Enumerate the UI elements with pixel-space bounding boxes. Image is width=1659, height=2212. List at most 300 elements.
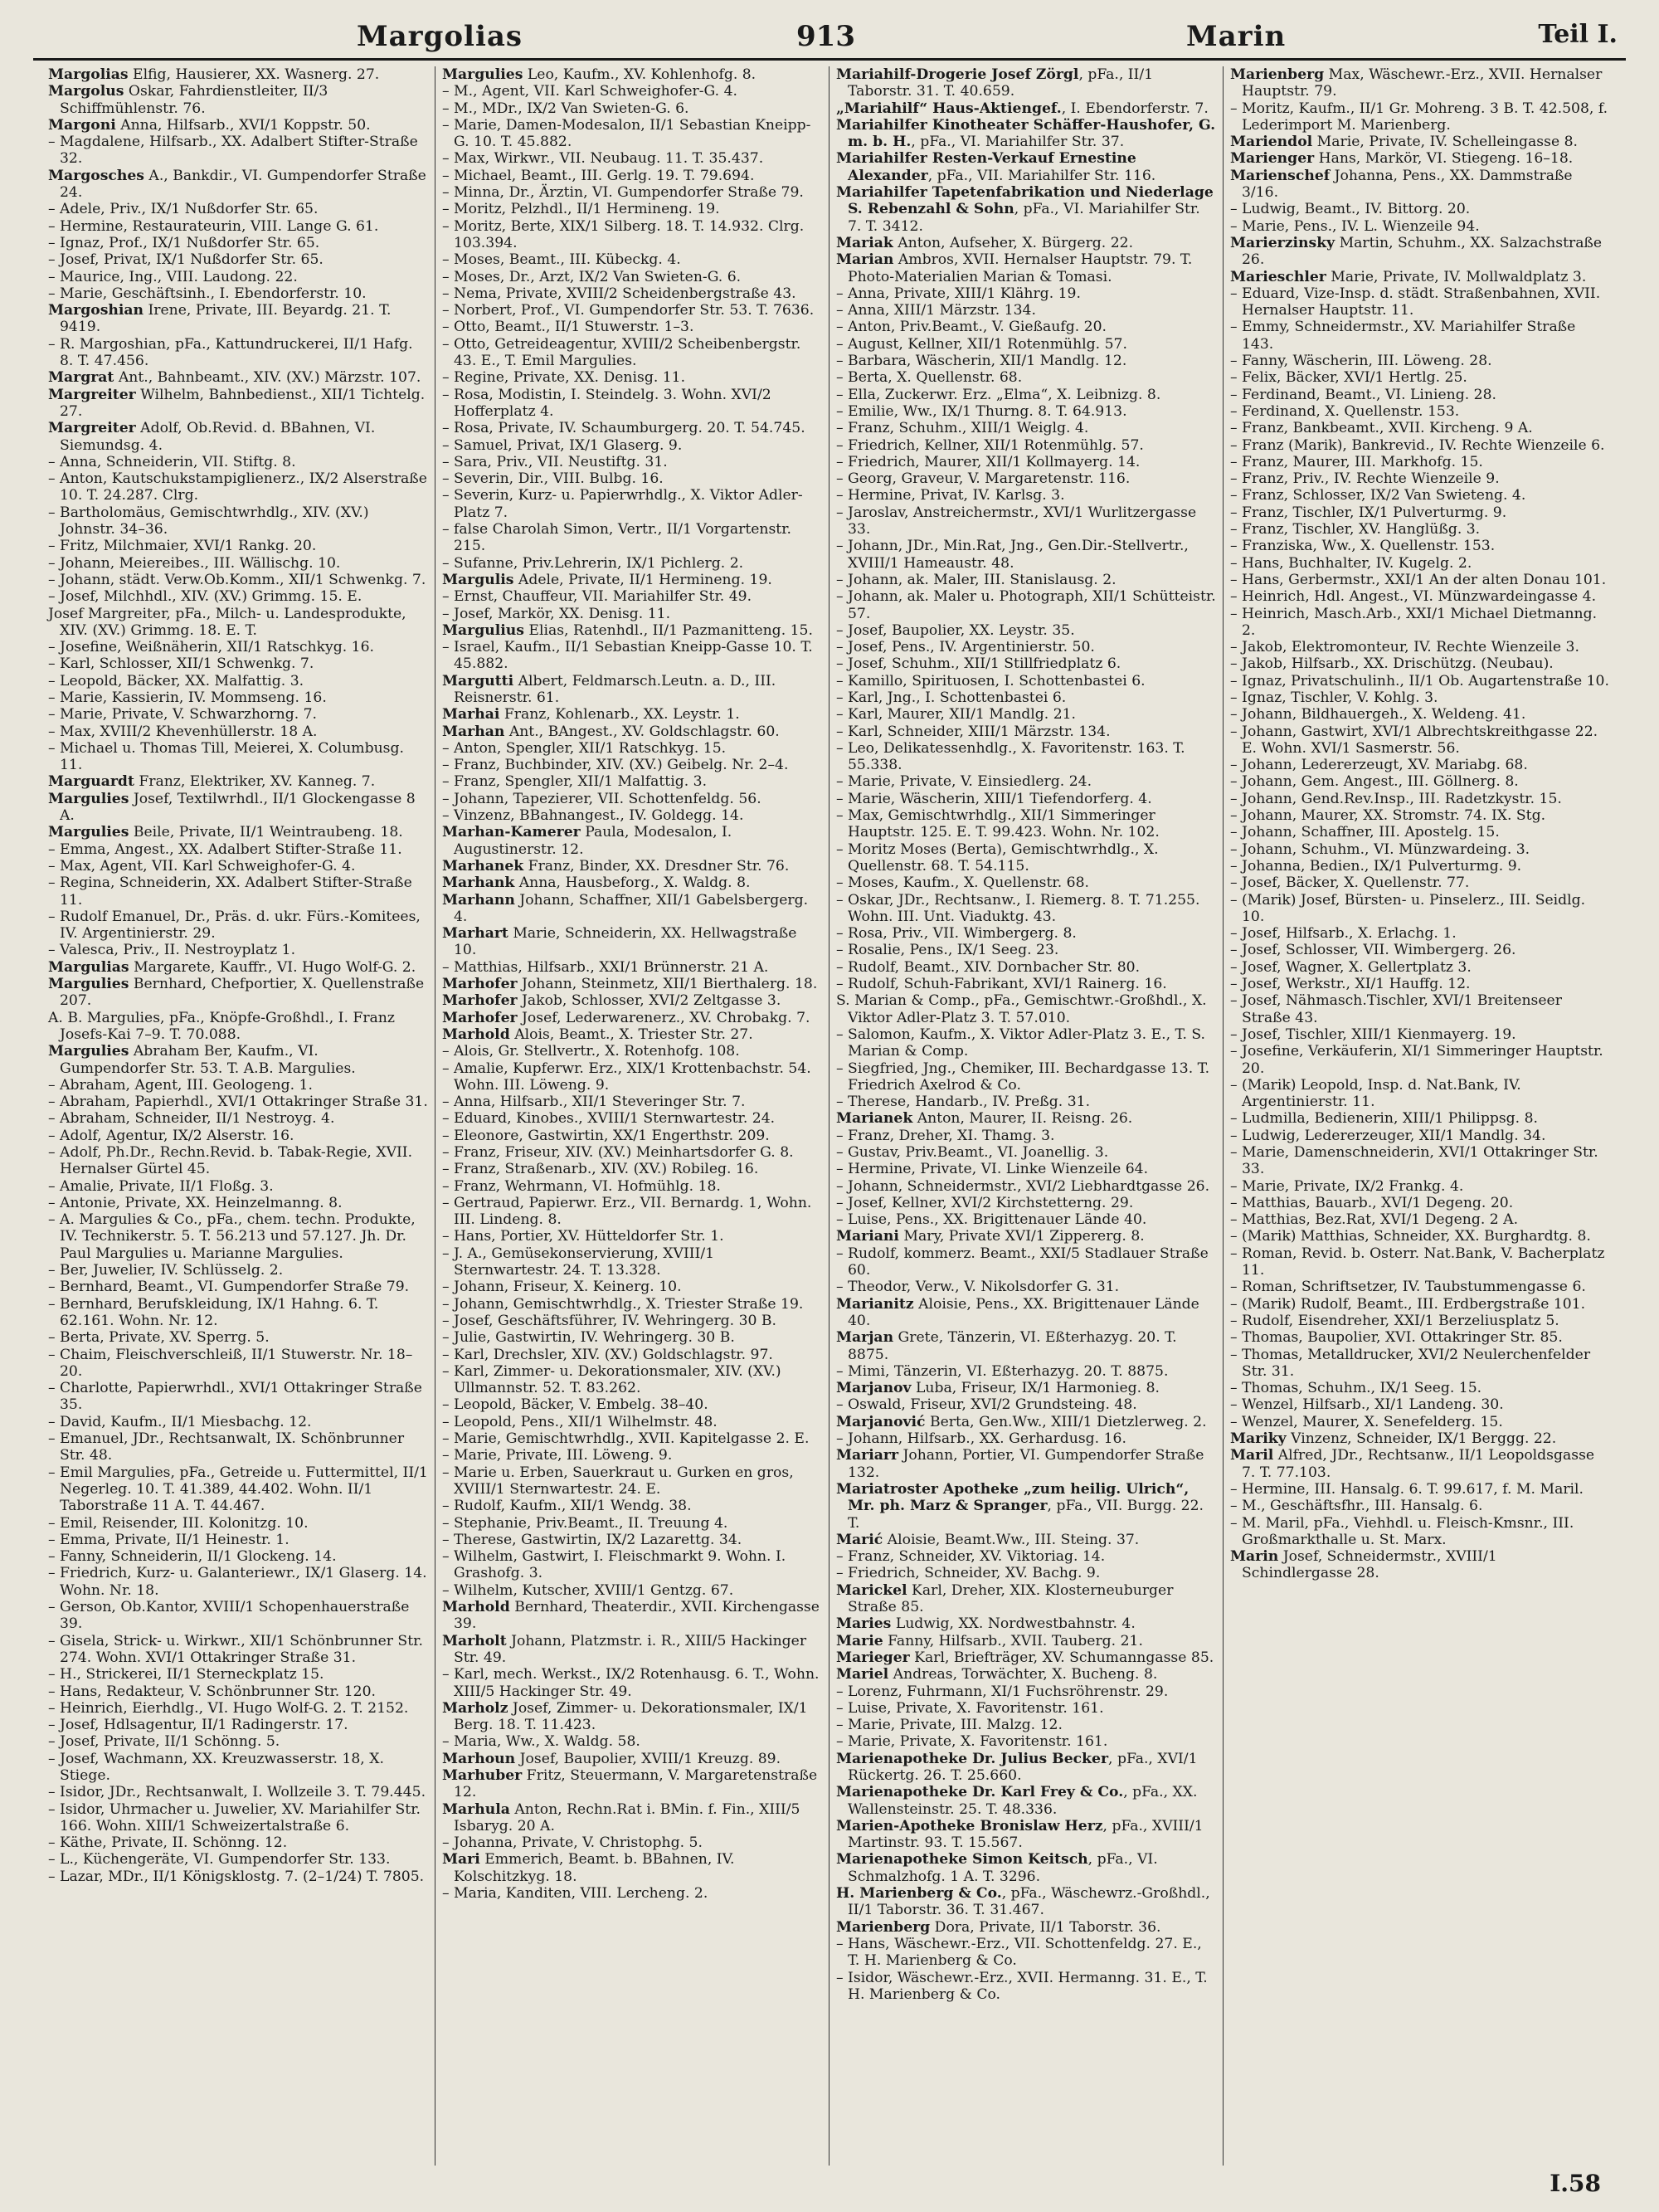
entry-details: – David, Kaufm., II/1 Miesbachg. 12. xyxy=(48,1413,312,1430)
entry-details: – Emil Margulies, pFa., Getreide u. Futtermittel, II/1 Negerleg. 10. T. 41.389, 44.402. Wohn. II/1 Taborstraße 11 A. T. 44.467. xyxy=(48,1464,428,1515)
entry-details: – Heinrich, Masch.Arb., XXI/1 Michael Dietmanng. 2. xyxy=(1230,605,1598,639)
directory-entry xyxy=(836,773,1216,790)
entry-details: – Gisela, Strick- u. Wirkwr., XII/1 Schönbrunner Str. 274. Wohn. XVI/1 Ottakringer Straße 31. xyxy=(48,1632,423,1666)
entry-details: – Berta, Private, XV. Sperrg. 5. xyxy=(48,1329,270,1347)
directory-entry xyxy=(48,201,428,217)
entry-details: Ant., BAngest., XV. Goldschlagstr. 60. xyxy=(504,723,780,740)
directory-entry xyxy=(1230,150,1611,167)
entry-surname: Margutti xyxy=(442,672,514,689)
entry-details: – Fritz, Milchmaier, XVI/1 Rankg. 20. xyxy=(48,538,317,555)
entry-details: – Eduard, Vize-Insp. d. städt. Straßenbahnen, XVII. Hernalser Hauptstr. 11. xyxy=(1230,285,1601,319)
directory-entry xyxy=(442,251,822,268)
directory-entry xyxy=(442,336,822,370)
directory-entry xyxy=(48,1733,428,1750)
entry-details: – Leopold, Bäcker, XX. Malfattig. 3. xyxy=(48,672,304,689)
entry-details: , I. Ebendorferstr. 7. xyxy=(1061,100,1209,117)
entry-surname: Marhofer xyxy=(442,1009,518,1026)
entry-details: – L., Küchengeräte, VI. Gumpendorfer Str. 133. xyxy=(48,1851,391,1869)
directory-entry xyxy=(836,369,1216,386)
directory-entry xyxy=(442,1026,822,1043)
entry-details: – Max, Wirkwr., VII. Neubaug. 11. T. 35.437. xyxy=(442,150,764,168)
directory-entry xyxy=(836,1430,1216,1447)
entry-details: – Marie, Wäscherin, XIII/1 Tiefendorferg. 4. xyxy=(836,790,1152,807)
entry-details: Marie, Private, IV. Schelleingasse 8. xyxy=(1312,134,1578,151)
directory-entry xyxy=(1230,992,1611,1026)
directory-entry xyxy=(442,740,822,757)
directory-entry xyxy=(48,841,428,858)
directory-entry xyxy=(442,807,822,824)
directory-entry xyxy=(48,369,428,386)
entry-details: – Johann, Gem. Angest., III. Göllnerg. 8. xyxy=(1230,773,1519,791)
entry-details: – Franz, Schuhm., XIII/1 Weiglg. 4. xyxy=(836,420,1089,437)
directory-entry xyxy=(48,168,428,202)
directory-entry xyxy=(836,875,1216,891)
directory-entry xyxy=(48,1751,428,1785)
entry-details: – Josef, Hilfsarb., X. Erlachg. 1. xyxy=(1230,925,1457,943)
entry-details: – Amalie, Private, II/1 Floßg. 3. xyxy=(48,1177,274,1195)
entry-surname: Marhold xyxy=(442,1599,510,1616)
directory-entry xyxy=(442,1834,822,1851)
entry-details: – Berta, X. Quellenstr. 68. xyxy=(836,369,1023,387)
directory-entry xyxy=(48,336,428,370)
entry-surname: Marhan xyxy=(442,723,505,740)
entry-details: – Ignaz, Prof., IX/1 Nußdorfer Str. 65. xyxy=(48,234,320,251)
directory-entry xyxy=(48,1430,428,1464)
directory-entry xyxy=(836,403,1216,420)
entry-details: – Leopold, Bäcker, V. Embelg. 38–40. xyxy=(442,1396,708,1414)
entry-details: – Josef, Private, II/1 Schönng. 5. xyxy=(48,1733,280,1751)
entry-details: – M., Geschäftsfhr., III. Hansalg. 6. xyxy=(1230,1498,1483,1515)
entry-details: Andreas, Torwächter, X. Bucheng. 8. xyxy=(888,1666,1158,1683)
entry-details: – M., Agent, VII. Karl Schweighofer-G. 4. xyxy=(442,83,737,100)
directory-entry xyxy=(836,1633,1216,1649)
entry-details: – Käthe, Private, II. Schönng. 12. xyxy=(48,1834,288,1852)
entry-surname: Mariahilfer Resten-Verkauf Ernestine Alexander xyxy=(836,150,1136,184)
entry-details: – Johann, ak. Maler u. Photograph, XII/1 Schütteistr. 57. xyxy=(836,588,1216,622)
entry-surname: Marjan xyxy=(836,1329,894,1347)
directory-entry xyxy=(48,976,428,1010)
directory-entry xyxy=(836,724,1216,740)
column-3 xyxy=(830,66,1224,2166)
directory-entry xyxy=(48,1717,428,1733)
directory-entry xyxy=(48,538,428,554)
directory-entry xyxy=(48,1211,428,1262)
entry-details: – false Charolah Simon, Vertr., II/1 Vorgartenstr. 215. xyxy=(442,521,791,555)
entry-details: – Friedrich, Maurer, XII/1 Kollmayerg. 14. xyxy=(836,453,1141,470)
directory-entry xyxy=(1230,201,1611,217)
entry-surname: Mariahilf-Drogerie Josef Zörgl xyxy=(836,66,1079,83)
directory-entry xyxy=(836,184,1216,235)
directory-entry xyxy=(48,689,428,706)
directory-entry xyxy=(442,1195,822,1229)
directory-entry xyxy=(836,1329,1216,1363)
directory-entry xyxy=(836,976,1216,992)
entry-details: – Wenzel, Maurer, X. Senefelderg. 15. xyxy=(1230,1413,1503,1430)
entry-surname: Marierzinsky xyxy=(1230,234,1335,251)
entry-details: – Barbara, Wäscherin, XII/1 Mandlg. 12. xyxy=(836,353,1127,370)
header-part-label: Teil I. xyxy=(1538,20,1618,49)
entry-surname: Margreiter xyxy=(48,420,136,437)
directory-entry xyxy=(1230,1026,1611,1043)
directory-entry xyxy=(836,420,1216,436)
entry-details: – Georg, Graveur, V. Margaretenstr. 116. xyxy=(836,470,1131,488)
entry-surname: Mari xyxy=(442,1851,480,1869)
entry-details: – Norbert, Prof., VI. Gumpendorfer Str. 53. T. 7636. xyxy=(442,302,815,319)
directory-entry xyxy=(48,269,428,285)
entry-details: – Bartholomäus, Gemischtwrhdlg., XIV. (XV.) Johnstr. 34–36. xyxy=(48,504,369,538)
entry-details: – Franz, Schlosser, IX/2 Van Swieteng. 4. xyxy=(1230,487,1526,504)
directory-entry xyxy=(48,285,428,302)
entry-details: – Franz, Maurer, III. Markhofg. 15. xyxy=(1230,453,1483,470)
entry-details: – Josef, Milchhdl., XIV. (XV.) Grimmg. 15. E. xyxy=(48,588,362,606)
entry-details: – Lorenz, Fuhrmann, XI/1 Fuchsröhrenstr. 29. xyxy=(836,1683,1169,1700)
entry-details: – Josefine, Verkäuferin, XI/1 Simmeringer Hauptstr. 20. xyxy=(1230,1043,1603,1077)
entry-surname: Marjanović xyxy=(836,1413,926,1430)
directory-entry xyxy=(442,1060,822,1094)
directory-entry xyxy=(1230,639,1611,655)
entry-details: – Maurice, Ing., VIII. Laudong. 22. xyxy=(48,268,298,285)
entry-details: – Heinrich, Eierhdlg., VI. Hugo Wolf-G. 2. T. 2152. xyxy=(48,1699,409,1717)
directory-entry xyxy=(442,892,822,926)
directory-entry xyxy=(1230,976,1611,992)
entry-surname: Marjanov xyxy=(836,1380,912,1397)
directory-entry xyxy=(48,1094,428,1110)
directory-entry xyxy=(1230,1447,1611,1481)
entry-details: – Johann, Maurer, XX. Stromstr. 74. IX. Stg. xyxy=(1230,807,1546,825)
directory-entry xyxy=(1230,1498,1611,1514)
directory-entry xyxy=(442,1313,822,1329)
entry-details: – Mimi, Tänzerin, VI. Eßterhazyg. 20. T. 8875. xyxy=(836,1362,1169,1380)
directory-entry xyxy=(1230,555,1611,572)
entry-details: Franz, Binder, XX. Dresdner Str. 76. xyxy=(523,857,790,875)
entry-details: – Rosa, Priv., VII. Wimbergerg. 8. xyxy=(836,925,1077,943)
entry-details: – R. Margoshian, pFa., Kattundruckerei, II/1 Hafg. 8. T. 47.456. xyxy=(48,335,413,370)
directory-entry xyxy=(836,1228,1216,1245)
entry-details: Jakob, Schlosser, XVI/2 Zeltgasse 3. xyxy=(517,992,781,1010)
entry-surname: Marian xyxy=(836,251,894,269)
directory-entry xyxy=(442,588,822,605)
directory-entry xyxy=(48,251,428,268)
entry-details: – Rosa, Private, IV. Schaumburgerg. 20. T. 54.745. xyxy=(442,420,805,437)
entry-details: – Marie, Private, IX/2 Frankg. 4. xyxy=(1230,1177,1464,1195)
directory-entry xyxy=(836,251,1216,285)
directory-entry xyxy=(836,1751,1216,1785)
directory-entry xyxy=(1230,757,1611,773)
directory-entry xyxy=(836,1144,1216,1161)
entry-details: – Jaroslav, Anstreichermstr., XVI/1 Wurlitzergasse 33. xyxy=(836,504,1197,538)
entry-details: Margarete, Kauffr., VI. Hugo Wolf-G. 2. xyxy=(129,958,416,976)
entry-details: – Franz, Friseur, XIV. (XV.) Meinhartsdorfer G. 8. xyxy=(442,1144,794,1161)
directory-entry xyxy=(442,1228,822,1245)
entry-surname: Marhula xyxy=(442,1800,510,1818)
directory-entry xyxy=(836,673,1216,689)
directory-entry xyxy=(1230,1077,1611,1111)
entry-details: Max, Wäschewr.-Erz., XVII. Hernalser Hauptstr. 79. xyxy=(1242,66,1603,100)
directory-entry xyxy=(836,841,1216,875)
entry-details: – Marie, Private, V. Einsiedlerg. 24. xyxy=(836,773,1092,791)
directory-entry xyxy=(442,1700,822,1734)
entry-details: Anna, Hausbeforg., X. Waldg. 8. xyxy=(514,875,751,892)
directory-entry xyxy=(48,420,428,454)
entry-surname: Mariak xyxy=(836,234,893,251)
entry-details: Emmerich, Beamt. b. BBahnen, IV. Kolschitzkyg. 18. xyxy=(454,1851,735,1885)
entry-details: Albert, Feldmarsch.Leutn. a. D., III. Reisnerstr. 61. xyxy=(454,672,776,706)
directory-entry xyxy=(1230,437,1611,454)
entry-details: – Ignaz, Tischler, V. Kohlg. 3. xyxy=(1230,689,1438,706)
entry-details: – Magdalene, Hilfsarb., XX. Adalbert Stifter-Straße 32. xyxy=(48,134,418,168)
entry-surname: H. Marienberg & Co. xyxy=(836,1885,1002,1903)
directory-entry xyxy=(1230,235,1611,269)
directory-entry xyxy=(1230,1329,1611,1346)
directory-entry xyxy=(442,1347,822,1363)
directory-entry xyxy=(836,1211,1216,1228)
entry-details: – Anna, Hilfsarb., XII/1 Steveringer Str. 7. xyxy=(442,1094,746,1111)
entry-surname: Maries xyxy=(836,1615,892,1633)
entry-details: – Sara, Priv., VII. Neustiftg. 31. xyxy=(442,453,668,470)
directory-entry xyxy=(836,1649,1216,1666)
entry-surname: Maril xyxy=(1230,1447,1274,1464)
directory-entry xyxy=(442,1128,822,1144)
directory-entry xyxy=(1230,875,1611,891)
directory-entry xyxy=(442,1245,822,1279)
entry-details: – Johann, Schaffner, III. Apostelg. 15. xyxy=(1230,824,1500,841)
directory-entry xyxy=(836,1447,1216,1481)
entry-details: – Friedrich, Schneider, XV. Bachg. 9. xyxy=(836,1565,1101,1582)
directory-entry xyxy=(48,1869,428,1885)
entry-details: , pFa., Wäschewrz.-Großhdl., II/1 Taborstr. 36. T. 31.467. xyxy=(848,1885,1210,1919)
directory-entry xyxy=(1230,487,1611,504)
entry-surname: Marienapotheke Simon Keitsch xyxy=(836,1851,1088,1869)
entry-details: – Moritz, Pelzhdl., II/1 Hermineng. 19. xyxy=(442,201,720,218)
entry-details: – Anna, Private, XIII/1 Klährg. 19. xyxy=(836,285,1081,302)
entry-surname: Margulies xyxy=(48,824,129,841)
entry-surname: Marienger xyxy=(1230,150,1315,168)
directory-entry xyxy=(48,1043,428,1077)
directory-entry xyxy=(836,437,1216,454)
entry-surname: Marhoun xyxy=(442,1750,516,1767)
directory-entry xyxy=(48,773,428,790)
entry-details: – Josef, Wachmann, XX. Kreuzwasserstr. 18, X. Stiege. xyxy=(48,1750,384,1784)
entry-details: – Ludwig, Ledererzeuger, XII/1 Mandlg. 34. xyxy=(1230,1127,1546,1144)
entry-details: – Rudolf, Kaufm., XII/1 Wendg. 38. xyxy=(442,1498,692,1515)
entry-details: , pFa., XVI/1 Rückertg. 26. T. 25.660. xyxy=(848,1750,1198,1784)
entry-surname: Margulies xyxy=(48,790,129,807)
directory-entry xyxy=(1230,504,1611,521)
directory-entry xyxy=(1230,858,1611,875)
directory-entry xyxy=(48,1599,428,1633)
directory-entry xyxy=(1230,824,1611,840)
directory-entry xyxy=(836,1128,1216,1144)
directory-entry xyxy=(1230,1228,1611,1245)
entry-details: – M. Maril, pFa., Viehhdl. u. Fleisch-Kmsnr., III. Großmarkthalle u. St. Marx. xyxy=(1230,1514,1574,1548)
directory-entry xyxy=(1230,1414,1611,1430)
directory-entry xyxy=(442,1414,822,1430)
directory-entry xyxy=(48,470,428,504)
entry-surname: Mariky xyxy=(1230,1430,1287,1448)
entry-details: – Oskar, JDr., Rechtsanw., I. Riemerg. 8. T. 71.255. Wohn. III. Unt. Viaduktg. 43. xyxy=(836,891,1200,925)
entry-details: – Josef, Schlosser, VII. Wimbergerg. 26. xyxy=(1230,942,1516,959)
directory-entry xyxy=(442,673,822,707)
entry-details: Hans, Markör, VI. Stiegeng. 16–18. xyxy=(1314,150,1574,168)
directory-entry xyxy=(442,1532,822,1548)
directory-entry xyxy=(48,959,428,976)
directory-entry xyxy=(1230,1144,1611,1178)
directory-entry xyxy=(836,639,1216,655)
directory-entry xyxy=(1230,1279,1611,1295)
directory-entry xyxy=(48,1784,428,1800)
entry-details: – Johann, Friseur, X. Keinerg. 10. xyxy=(442,1279,682,1296)
directory-entry xyxy=(1230,285,1611,319)
directory-entry xyxy=(442,100,822,117)
entry-details: – Therese, Gastwirtin, IX/2 Lazarettg. 34. xyxy=(442,1531,742,1548)
entry-details: – Johann, Schuhm., VI. Münzwardeing. 3. xyxy=(1230,840,1530,858)
directory-entry xyxy=(442,1447,822,1464)
entry-details: – Rosa, Modistin, I. Steindelg. 3. Wohn. XVI/2 Hofferplatz 4. xyxy=(442,386,771,420)
entry-details: – Thomas, Baupolier, XVI. Ottakringer Str. 85. xyxy=(1230,1329,1563,1347)
entry-details: – Johann, Ledererzeugt, XV. Mariabg. 68. xyxy=(1230,757,1528,774)
directory-entry xyxy=(48,1077,428,1094)
entry-details: Dora, Private, II/1 Taborstr. 36. xyxy=(930,1918,1161,1936)
directory-entry xyxy=(48,1010,428,1044)
directory-entry xyxy=(1230,387,1611,403)
entry-surname: Mariel xyxy=(836,1666,889,1683)
directory-entry xyxy=(836,1094,1216,1110)
directory-entry xyxy=(442,285,822,302)
entry-details: – Franz, Bankbeamt., XVII. Kircheng. 9 A. xyxy=(1230,420,1533,437)
entry-details: – Emilie, Ww., IX/1 Thurng. 8. T. 64.913. xyxy=(836,402,1127,420)
directory-entry xyxy=(442,420,822,436)
directory-entry xyxy=(1230,269,1611,285)
directory-entry xyxy=(442,824,822,858)
entry-details: – Siegfried, Jng., Chemiker, III. Bechardgasse 13. T. Friedrich Axelrod & Co. xyxy=(836,1060,1210,1094)
entry-details: – Otto, Getreideagentur, XVIII/2 Scheibenbergstr. 43. E., T. Emil Margulies. xyxy=(442,335,801,370)
entry-details: Ludwig, XX. Nordwestbahnstr. 4. xyxy=(891,1615,1136,1633)
entry-details: – Rosalie, Pens., IX/1 Seeg. 23. xyxy=(836,942,1059,959)
directory-entry xyxy=(48,1178,428,1195)
entry-details: – Lazar, MDr., II/1 Königsklostg. 7. (2–1/24) T. 7805. xyxy=(48,1868,425,1885)
directory-entry xyxy=(442,1464,822,1498)
directory-entry xyxy=(836,588,1216,622)
directory-entry xyxy=(48,572,428,588)
directory-entry xyxy=(442,1548,822,1582)
entry-details: – Franz, Schneider, XV. Viktoriag. 14. xyxy=(836,1548,1106,1566)
directory-entry xyxy=(836,504,1216,538)
directory-entry xyxy=(48,1380,428,1414)
entry-details: , pFa., VI. Schmalzhofg. 1 A. T. 3296. xyxy=(848,1851,1158,1885)
directory-entry xyxy=(836,470,1216,487)
directory-entry xyxy=(442,639,822,673)
entry-surname: Marhofer xyxy=(442,976,518,993)
entry-details: – Oswald, Friseur, XVI/2 Grundsteing. 48. xyxy=(836,1396,1137,1414)
directory-entry xyxy=(48,1414,428,1430)
entry-details: Josef, Schneidermstr., XVIII/1 Schindlergasse 28. xyxy=(1242,1548,1497,1582)
entry-details: Franz, Kohlenarb., XX. Leystr. 1. xyxy=(499,706,740,724)
entry-details: – Josef, Baupolier, XX. Leystr. 35. xyxy=(836,621,1075,639)
entry-details: – Therese, Handarb., IV. Preßg. 31. xyxy=(836,1094,1091,1111)
directory-entry xyxy=(48,858,428,875)
entry-details: – Bernhard, Beamt., VI. Gumpendorfer Straße 79. xyxy=(48,1279,410,1296)
directory-entry xyxy=(48,555,428,572)
entry-details: Wilhelm, Bahnbedienst., XII/1 Tichtelg. 27. xyxy=(60,386,426,420)
directory-entry xyxy=(48,909,428,943)
directory-entry xyxy=(836,1548,1216,1565)
entry-details: Josef, Lederwarenerz., XV. Chrobakg. 7. xyxy=(517,1009,810,1026)
entry-surname: Margoni xyxy=(48,116,116,134)
entry-surname: Mariani xyxy=(836,1228,899,1245)
entry-details: – Severin, Kurz- u. Papierwrhdlg., X. Viktor Adler-Platz 7. xyxy=(442,487,803,521)
entry-details: – Karl, Zimmer- u. Dekorationsmaler, XIV. (XV.) Ullmannstr. 52. T. 83.262. xyxy=(442,1362,781,1397)
entry-details: – Marie, Private, V. Schwarzhorng. 7. xyxy=(48,706,318,724)
directory-entry xyxy=(1230,134,1611,150)
directory-entry xyxy=(836,1666,1216,1683)
directory-entry xyxy=(442,1363,822,1397)
entry-details: – Emma, Angest., XX. Adalbert Stifter-Straße 11. xyxy=(48,840,402,858)
entry-surname: Marianek xyxy=(836,1110,913,1128)
directory-entry xyxy=(48,1296,428,1330)
directory-entry xyxy=(836,1245,1216,1279)
entry-details: Grete, Tänzerin, VI. Eßterhazyg. 20. T. 8875. xyxy=(848,1329,1177,1363)
entry-details: Anton, Rechn.Rat i. BMin. f. Fin., XIII/5 Isbaryg. 20 A. xyxy=(454,1800,800,1834)
entry-surname: Marienapotheke Dr. Julius Becker xyxy=(836,1750,1109,1767)
entry-details: Leo, Kaufm., XV. Kohlenhofg. 8. xyxy=(523,66,757,83)
entry-details: – Rudolf Emanuel, Dr., Präs. d. ukr. Fürs.-Komitees, IV. Argentinierstr. 29. xyxy=(48,908,421,943)
entry-details: – Marie, Private, III. Löweng. 9. xyxy=(442,1447,673,1464)
directory-entry xyxy=(442,369,822,386)
directory-entry xyxy=(836,1380,1216,1396)
directory-entry xyxy=(442,1599,822,1633)
entry-details: – Moritz Moses (Berta), Gemischtwrhdlg., X. Quellenstr. 68. T. 54.115. xyxy=(836,840,1159,875)
entry-details: – August, Kellner, XII/1 Rotenmühlg. 57. xyxy=(836,335,1127,353)
directory-entry xyxy=(836,538,1216,572)
entry-details: – Hermine, Restaurateurin, VIII. Lange G. 61. xyxy=(48,217,379,235)
entry-details: Fritz, Steuermann, V. Margaretenstraße 12. xyxy=(454,1766,818,1801)
directory-entry xyxy=(442,1733,822,1750)
entry-details: Adele, Private, II/1 Hermineng. 19. xyxy=(513,571,772,588)
directory-entry xyxy=(836,1851,1216,1885)
entry-surname: Marhank xyxy=(442,875,515,892)
entry-details: – Franz, Dreher, XI. Thamg. 3. xyxy=(836,1127,1055,1144)
directory-entry xyxy=(442,1161,822,1177)
entry-details: – Fanny, Schneiderin, II/1 Glockeng. 14. xyxy=(48,1548,337,1566)
entry-details: – Moses, Dr., Arzt, IX/2 Van Swieten-G. 6. xyxy=(442,268,742,285)
entry-details: – Hans, Portier, XV. Hütteldorfer Str. 1. xyxy=(442,1228,724,1245)
directory-entry xyxy=(48,302,428,336)
entry-surname: Marien-Apotheke Bronislaw Herz xyxy=(836,1817,1103,1834)
entry-details: Anton, Maurer, II. Reisng. 26. xyxy=(912,1110,1133,1128)
entry-details: Aloisie, Beamt.Ww., III. Steing. 37. xyxy=(883,1531,1140,1548)
entry-details: – (Marik) Matthias, Schneider, XX. Burghardtg. 8. xyxy=(1230,1228,1591,1245)
entry-details: – (Marik) Rudolf, Beamt., III. Erdbergstraße 101. xyxy=(1230,1295,1586,1313)
directory-entry xyxy=(48,655,428,672)
entry-details: – Ignaz, Privatschulinh., II/1 Ob. Augartenstraße 10. xyxy=(1230,672,1609,689)
entry-details: Bernhard, Chefportier, X. Quellenstraße 207. xyxy=(60,976,425,1010)
entry-details: – Wilhelm, Kutscher, XVIII/1 Gentzg. 67. xyxy=(442,1581,734,1599)
entry-details: – Franziska, Ww., X. Quellenstr. 153. xyxy=(1230,538,1496,555)
directory-entry xyxy=(442,1751,822,1767)
directory-entry xyxy=(1230,369,1611,386)
directory-entry xyxy=(1230,1245,1611,1279)
entry-details: Adolf, Ob.Revid. d. BBahnen, VI. Siemundsg. 4. xyxy=(60,420,376,454)
directory-entry xyxy=(1230,892,1611,926)
directory-entry xyxy=(836,992,1216,1026)
entry-details: A. B. Margulies, pFa., Knöpfe-Großhdl., I. Franz Josefs-Kai 7–9. T. 70.088. xyxy=(48,1009,395,1043)
entry-details: – Adolf, Ph.Dr., Rechn.Revid. b. Tabak-Regie, XVII. Hernalser Gürtel 45. xyxy=(48,1144,413,1178)
entry-surname: „Mariahilf“ Haus-Aktiengef. xyxy=(836,100,1062,117)
directory-entry xyxy=(48,724,428,740)
directory-entry xyxy=(48,1666,428,1683)
entry-details: – Minna, Dr., Ärztin, VI. Gumpendorfer Straße 79. xyxy=(442,184,804,202)
entry-surname: Margulies xyxy=(48,1043,129,1060)
